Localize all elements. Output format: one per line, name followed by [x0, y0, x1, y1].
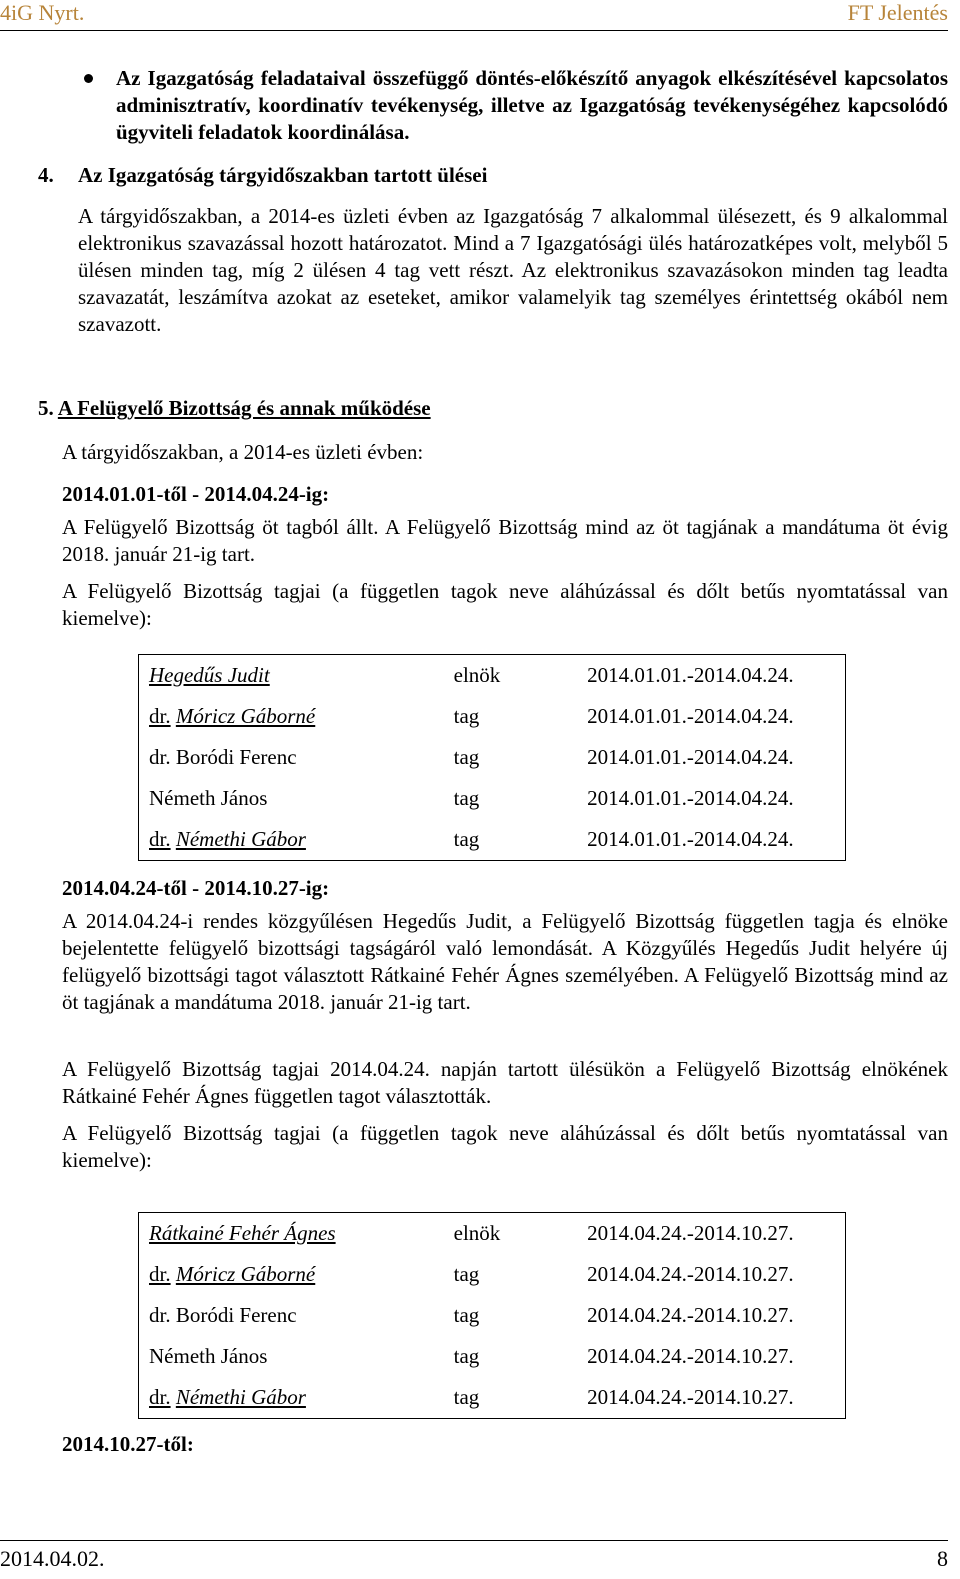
paragraph-text: A Felügyelő Bizottság tagjai (a független tagok neve aláhúzással és dőlt betűs nyomtatással van kiemelve):	[62, 1121, 948, 1172]
member-role: tag	[453, 1344, 480, 1368]
paragraph-text: A Felügyelő Bizottság tagjai 2014.04.24. napján tartott ülésükön a Felügyelő Bizottság elnökének Rátkainé Fehér Ágnes független tagot választották.	[62, 1057, 948, 1108]
member-row	[139, 1254, 846, 1295]
member-mandate-dates: 2014.04.24.-2014.10.27.	[587, 1344, 794, 1368]
page-header	[0, 0, 948, 31]
bullet-text: Az Igazgatóság feladataival összefüggő döntés-előkészítő anyagok elkészítésével kapcsolatos adminisztratív, koordinatív tevékenység, illetve az Igazgatóság tevékenységéhez kapcsolódó ügyviteli feladatok koordinálása.	[116, 66, 948, 144]
member-role: tag	[453, 1385, 480, 1409]
member-mandate-dates: 2014.01.01.-2014.04.24.	[587, 745, 794, 769]
member-row	[139, 1295, 846, 1336]
member-row	[139, 737, 846, 778]
member-name-prefix: dr.	[149, 704, 171, 728]
section-5-title: A Felügyelő Bizottság és annak működése	[57, 396, 431, 420]
header-report-title: FT Jelentés	[847, 0, 948, 25]
member-row	[139, 696, 846, 737]
member-name-cell	[139, 696, 454, 737]
member-mandate-dates: 2014.01.01.-2014.04.24.	[587, 786, 794, 810]
paragraph-members-note-1	[62, 578, 948, 632]
member-name: Móricz Gáborné	[175, 1262, 316, 1286]
member-row	[139, 1336, 846, 1377]
member-name-prefix: dr.	[149, 1262, 171, 1286]
member-name: Némethi Gábor	[175, 827, 306, 851]
member-mandate-dates: 2014.04.24.-2014.10.27.	[587, 1221, 794, 1245]
member-row	[139, 819, 846, 861]
member-mandate-dates: 2014.01.01.-2014.04.24.	[587, 704, 794, 728]
member-row	[139, 1213, 846, 1255]
member-role: elnök	[453, 663, 501, 687]
member-mandate-dates: 2014.04.24.-2014.10.27.	[587, 1262, 794, 1286]
footer-date: 2014.04.02.	[0, 1546, 105, 1571]
member-mandate-dates: 2014.04.24.-2014.10.27.	[587, 1303, 794, 1327]
bullet-icon	[84, 74, 93, 83]
period-heading-3: 2014.10.27-től:	[62, 1432, 194, 1456]
member-name: dr. Boródi Ferenc	[149, 745, 297, 769]
member-role: tag	[453, 786, 480, 810]
section-5-heading	[38, 396, 431, 421]
member-name: Móricz Gáborné	[175, 704, 316, 728]
footer-page-number: 8	[937, 1546, 948, 1571]
member-mandate-dates: 2014.04.24.-2014.10.27.	[587, 1385, 794, 1409]
member-name: Némethi Gábor	[175, 1385, 306, 1409]
section-4-heading	[38, 163, 938, 188]
member-mandate-dates: 2014.01.01.-2014.04.24.	[587, 827, 794, 851]
footer-divider	[0, 1540, 948, 1541]
member-name-cell	[139, 737, 454, 778]
paragraph-resignation	[62, 908, 948, 1016]
member-role: tag	[453, 745, 480, 769]
paragraph-members-note-2	[62, 1120, 948, 1174]
member-row	[139, 778, 846, 819]
member-name-prefix: dr.	[149, 827, 171, 851]
members-table-1	[138, 654, 846, 861]
member-name-cell	[139, 1336, 454, 1377]
member-name: dr. Boródi Ferenc	[149, 1303, 297, 1327]
member-role: tag	[453, 827, 480, 851]
member-name: Hegedűs Judit	[149, 663, 270, 687]
member-name-cell	[139, 1213, 454, 1255]
bullet-item	[116, 65, 948, 146]
member-name: Németh János	[149, 786, 268, 810]
section-5-intro: A tárgyidőszakban, a 2014-es üzleti évben:	[62, 440, 424, 464]
member-role: tag	[453, 704, 480, 728]
member-name: Rátkainé Fehér Ágnes	[149, 1221, 336, 1245]
section-4-number: 4.	[38, 163, 54, 187]
member-mandate-dates: 2014.01.01.-2014.04.24.	[587, 663, 794, 687]
member-role: elnök	[453, 1221, 501, 1245]
section-4-text: A tárgyidőszakban, a 2014-es üzleti évben az Igazgatóság 7 alkalommal ülésezett, és 9 alkalommal elektronikus szavazással hozott határozatot. Mind a 7 Igazgatósági ülés határozatképes volt, melyből 5 ülésen minden tag, míg 2 ülésen 4 tag vett részt. Az elektronikus szavazásokon minden tag leadta szavazatát, leszámítva azokat az eseteket, amikor valamelyik tag személyes érintettség okából nem szavazott.	[78, 204, 948, 336]
member-role: tag	[453, 1303, 480, 1327]
member-name-prefix: dr.	[149, 1385, 171, 1409]
member-name-cell	[139, 819, 454, 861]
header-company: 4iG Nyrt.	[0, 0, 85, 25]
member-name-cell	[139, 1295, 454, 1336]
member-row	[139, 655, 846, 697]
section-4-body	[78, 203, 948, 338]
paragraph-chair-election	[62, 1056, 948, 1110]
members-table-2	[138, 1212, 846, 1419]
member-name-cell	[139, 1254, 454, 1295]
member-name-cell	[139, 655, 454, 697]
member-row	[139, 1377, 846, 1419]
member-name: Németh János	[149, 1344, 268, 1368]
period-heading-1: 2014.01.01-től - 2014.04.24-ig:	[62, 482, 330, 506]
paragraph-text: A 2014.04.24-i rendes közgyűlésen Hegedűs Judit, a Felügyelő Bizottság független tagja és elnöke bejelentette felügyelő bizottsági tagságáról való lemondását. A Közgyűlés Hegedűs Judit helyére új felügyelő bizottsági tagot választott Rátkainé Fehér Ágnes személyében. A Felügyelő Bizottság mind az öt tagjának a mandátuma 2018. január 21-ig tart.	[62, 909, 948, 1014]
section-4-title: Az Igazgatóság tárgyidőszakban tartott ülései	[78, 163, 488, 187]
paragraph-text: A Felügyelő Bizottság tagjai (a független tagok neve aláhúzással és dőlt betűs nyomtatással van kiemelve):	[62, 579, 948, 630]
section-5-number: 5.	[38, 396, 54, 420]
member-name-cell	[139, 1377, 454, 1419]
member-role: tag	[453, 1262, 480, 1286]
paragraph-board-composition	[62, 514, 948, 568]
period-heading-2: 2014.04.24-től - 2014.10.27-ig:	[62, 876, 330, 900]
paragraph-text: A Felügyelő Bizottság öt tagból állt. A Felügyelő Bizottság mind az öt tagjának a mandátuma öt évig 2018. január 21-ig tart.	[62, 515, 948, 566]
member-name-cell	[139, 778, 454, 819]
